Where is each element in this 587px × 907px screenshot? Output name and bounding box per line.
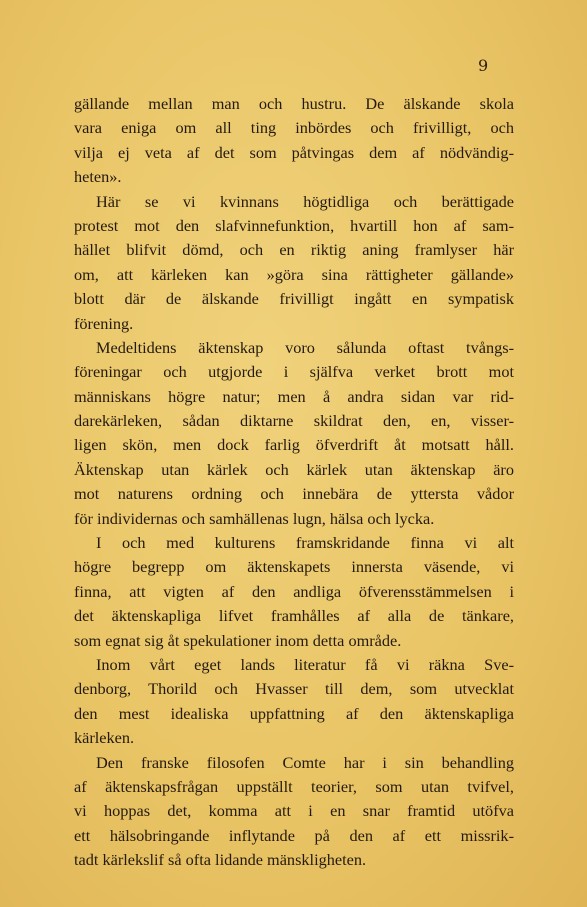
text-line: kärleken. [74,728,135,748]
text-line: vara eniga om all ting inbördes och frivilligt, och [74,118,514,138]
text-line: det äktenskapliga lifvet framhålles af alla de tänkare, [74,606,514,626]
text-line: hället blifvit dömd, och en riktig aning framlyser här [74,240,514,260]
text-line: af äktenskapsfrågan uppställt teorier, som utan tvifvel, [74,776,514,796]
text-line: gällande mellan man och hustru. De älskande skola [74,94,514,113]
text-line: föreningar och utgjorde i själfva verket brott mot [74,362,514,382]
text-line: Medeltidens äktenskap voro sålunda oftast tvångs- [96,337,514,357]
text-line: om, att kärleken kan »göra sina rättigheter gällande» [74,264,514,284]
text-line: som egnat sig åt spekulationer inom detta område. [74,630,402,650]
text-line: Här se vi kvinnans högtidliga och berättigade [96,191,514,211]
body-text [74,92,514,873]
text-line: förening. [74,313,134,333]
text-line: tadt kärlekslif så ofta lidande mänskligheten. [74,850,367,870]
page-number: 9 [478,56,489,75]
text-line: mot naturens ordning och innebära de yttersta vådor [74,484,514,504]
text-line: ett hälsobringande inflytande på den af ett missrik- [74,825,514,845]
text-line: människans högre natur; men å andra sidan var rid- [74,386,514,406]
text-line: I och med kulturens framskridande finna vi alt [96,533,514,553]
text-line: blott där de älskande frivilligt ingått en sympatisk [74,289,514,309]
text-line: Inom vårt eget lands literatur få vi räkna Sve- [96,654,514,674]
text-line: darekärleken, sådan diktarne skildrat den, en, visser- [74,411,514,431]
text-line: vi hoppas det, komma att i en snar framtid utöfva [74,801,514,821]
text-line: för individernas och samhällenas lugn, hälsa och lycka. [74,508,435,528]
text-line: protest mot den slafvinnefunktion, hvartill hon af sam- [74,215,514,235]
text-line: högre begrepp om äktenskapets innersta väsende, vi [74,557,514,577]
text-line: finna, att vigten af den andliga öfverensstämmelsen i [74,581,514,601]
text-line: ligen skön, men dock farlig öfverdrift åt motsatt håll. [74,435,514,455]
text-line: den mest idealiska uppfattning af den äktenskapliga [74,703,514,723]
text-line: vilja ej veta af det som påtvingas dem af nödvändig- [74,142,514,162]
text-line: Den franske filosofen Comte har i sin behandling [96,752,514,772]
text-line: denborg, Thorild och Hvasser till dem, som utvecklat [74,679,514,699]
text-line: heten». [74,167,122,187]
text-line: Äktenskap utan kärlek och kärlek utan äktenskap äro [74,459,514,479]
